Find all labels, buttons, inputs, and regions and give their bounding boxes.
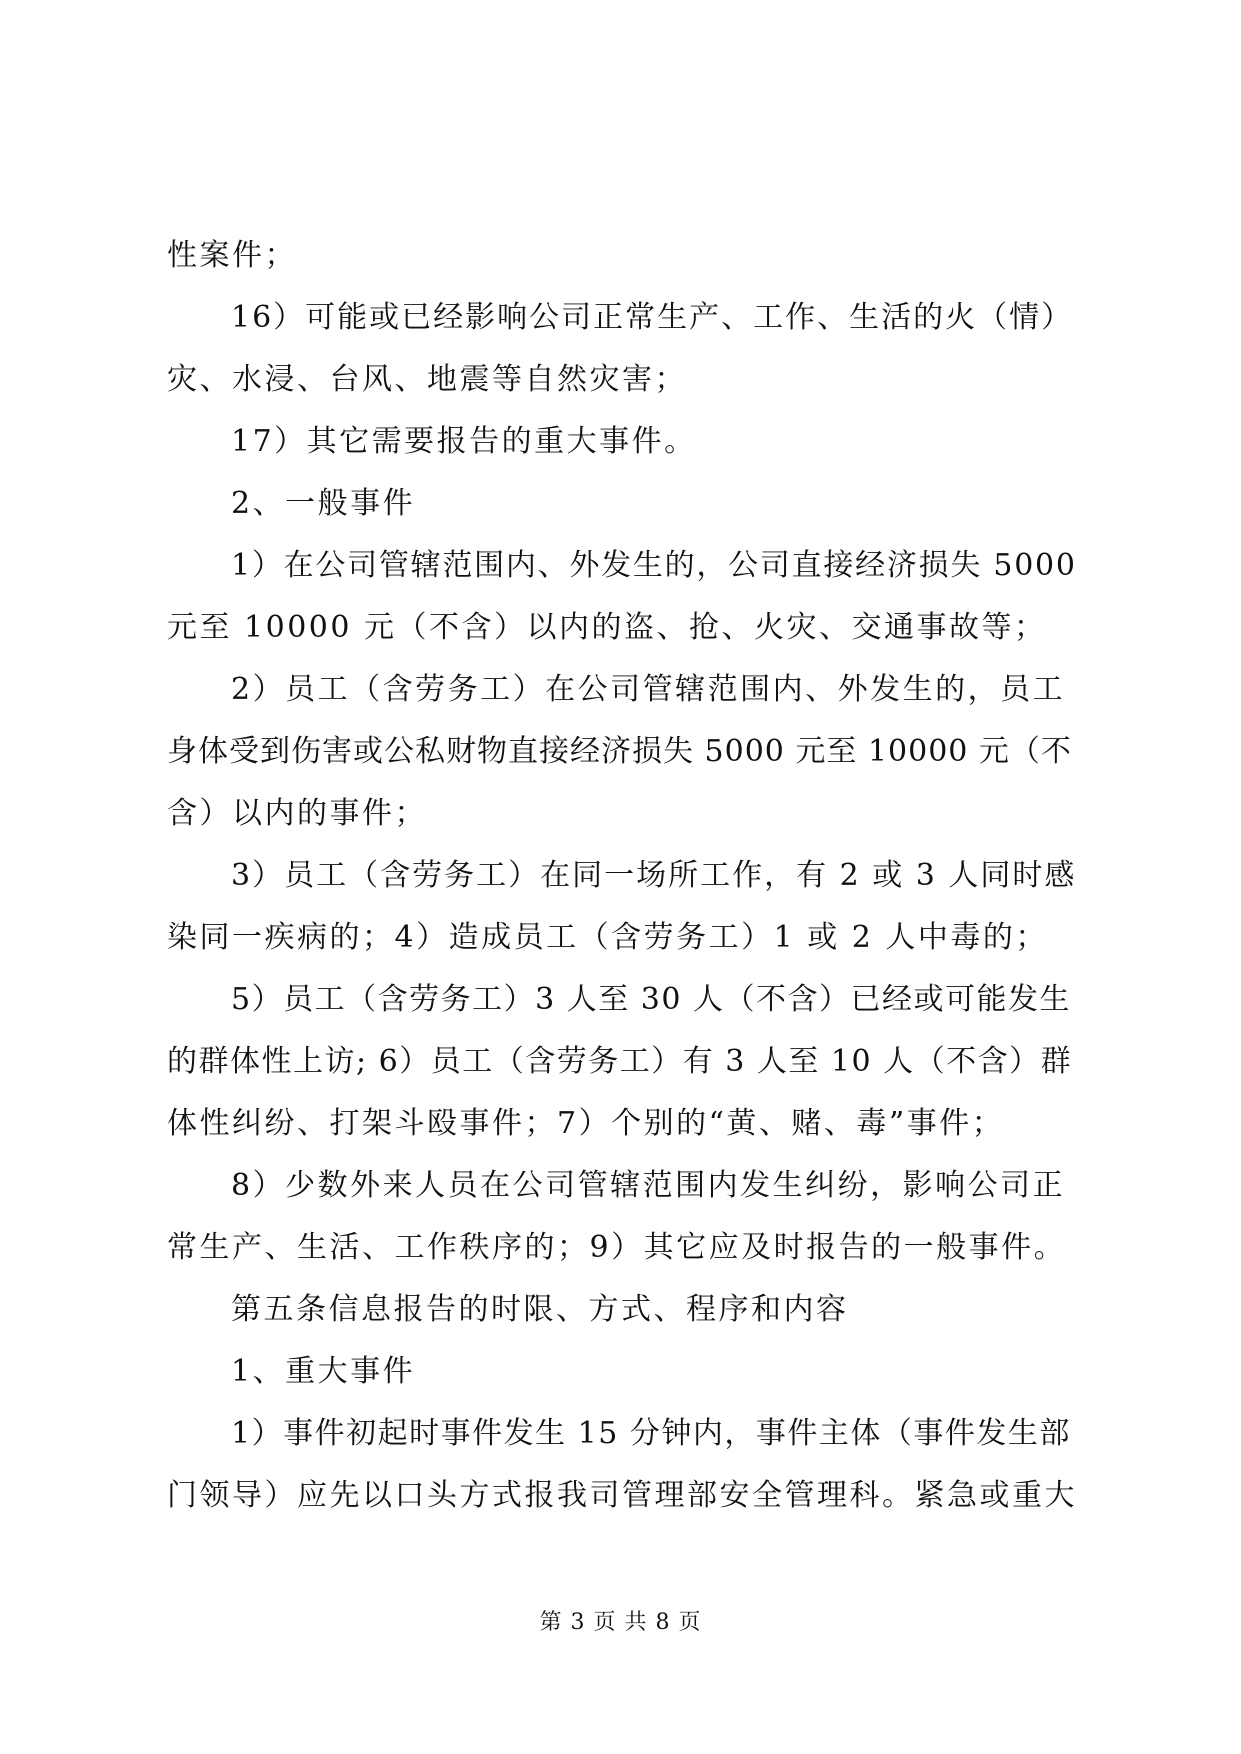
- text-line: 1）事件初起时事件发生 15 分钟内，事件主体（事件发生部: [231, 1416, 1071, 1451]
- text-line: 第五条信息报告的时限、方式、程序和内容: [231, 1292, 849, 1327]
- text-line: 2、一般事件: [231, 486, 416, 521]
- page-footer: 第 3 页 共 8 页: [539, 1610, 702, 1635]
- text-line: 1）在公司管辖范围内、外发生的，公司直接经济损失 5000: [231, 548, 1077, 583]
- text-line: 3）员工（含劳务工）在同一场所工作，有 2 或 3 人同时感: [231, 858, 1077, 893]
- text-line: 含）以内的事件；: [167, 796, 427, 831]
- text-line: 2）员工（含劳务工）在公司管辖范围内、外发生的，员工: [231, 672, 1066, 707]
- text-line: 门领导）应先以口头方式报我司管理部安全管理科。紧急或重大: [167, 1478, 1077, 1513]
- document-body: [167, 225, 1077, 1527]
- text-line: 染同一疾病的；4）造成员工（含劳务工）1 或 2 人中毒的；: [167, 920, 1048, 955]
- text-line: 身体受到伤害或公私财物直接经济损失 5000 元至 10000 元（不: [167, 734, 1072, 769]
- text-line: 1、重大事件: [231, 1354, 416, 1389]
- text-line: 常生产、生活、工作秩序的；9）其它应及时报告的一般事件。: [167, 1230, 1067, 1265]
- text-line: 16）可能或已经影响公司正常生产、工作、生活的火（情）: [231, 300, 1074, 335]
- text-line: 17）其它需要报告的重大事件。: [231, 424, 697, 459]
- text-line: 8）少数外来人员在公司管辖范围内发生纠纷，影响公司正: [231, 1168, 1066, 1203]
- text-line: 5）员工（含劳务工）3 人至 30 人（不含）已经或可能发生: [231, 982, 1071, 1017]
- text-line: 灾、水浸、台风、地震等自然灾害；: [167, 362, 687, 397]
- text-line: 性案件；: [167, 238, 297, 273]
- text-line: 元至 10000 元（不含）以内的盗、抢、火灾、交通事故等；: [167, 610, 1047, 645]
- text-line: 的群体性上访; 6）员工（含劳务工）有 3 人至 10 人（不含）群: [167, 1044, 1073, 1079]
- text-line: 体性纠纷、打架斗殴事件；7）个别的“黄、赌、毒”事件；: [167, 1106, 1005, 1141]
